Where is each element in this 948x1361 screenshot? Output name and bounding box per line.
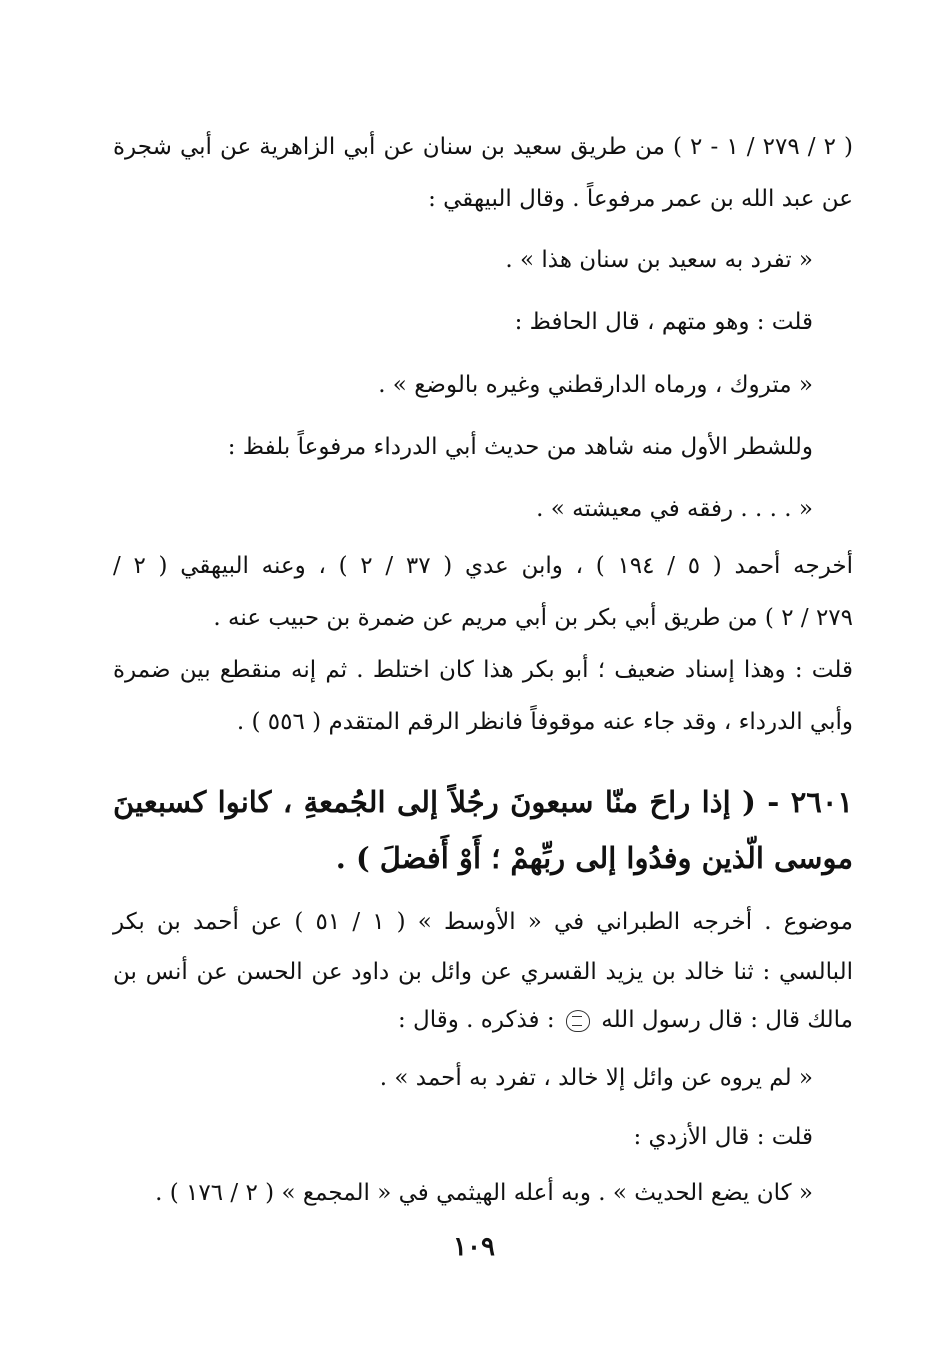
text-line-1: ( ٢ / ٢٧٩ / ١ - ٢ ) من طريق سعيد بن سنان عن أبي الزاهرية عن أبي شجرة xyxy=(113,134,854,160)
quote-line-4: « لم يروه عن وائل إلا خالد ، تفرد به أحمد » . xyxy=(379,1065,813,1091)
text-line-12: قلت : قال الأزدي : xyxy=(633,1124,813,1150)
salutation-seal-icon xyxy=(566,1010,590,1032)
quote-line-2: « متروك ، ورماه الدارقطني وغيره بالوضع » . xyxy=(378,372,813,398)
quote-line-1: « تفرد به سعيد بن سنان هذا » . xyxy=(505,247,813,273)
text-line-11-after: : فذكره . وقال : xyxy=(397,1007,555,1033)
quote-line-5: « كان يضع الحديث » . وبه أعله الهيثمي في « المجمع » ( ٢ / ١٧٦ ) . xyxy=(155,1180,813,1206)
quote-line-3: « . . . . رفقه في معيشته » . xyxy=(536,496,813,522)
text-line-7: قلت : وهذا إسناد ضعيف ؛ أبو بكر هذا كان اختلط . ثم إنه منقطع بين ضمرة xyxy=(113,657,853,683)
text-line-9: موضوع . أخرجه الطبراني في « الأوسط » ( ١ / ٥١ ) عن أحمد بن بكر xyxy=(113,909,853,935)
text-line-8: وأبي الدرداء ، وقد جاء عنه موقوفاً فانظر الرقم المتقدم ( ٥٥٦ ) . xyxy=(236,709,853,735)
text-line-4: وللشطر الأول منه شاهد من حديث أبي الدرداء مرفوعاً بلفظ : xyxy=(227,434,813,460)
page-number: ١٠٩ xyxy=(453,1232,495,1262)
text-line-5: أخرجه أحمد ( ٥ / ١٩٤ ) ، وابن عدي ( ٣٧ / ٢ ) ، وعنه البيهقي ( ٢ / xyxy=(113,553,853,579)
text-line-10: البالسي : ثنا خالد بن يزيد القسري عن وائل بن داود عن الحسن عن أنس بن xyxy=(113,959,853,985)
hadith-heading-line-1: ٢٦٠١ - ( إذا راحَ منّا سبعونَ رجُلاً إلى الجُمعةِ ، كانوا كسبعينَ xyxy=(113,785,853,819)
text-line-11-before: مالك قال : قال رسول الله xyxy=(601,1007,853,1033)
text-line-3: قلت : وهو متهم ، قال الحافظ : xyxy=(514,309,813,335)
text-line-11 xyxy=(398,1003,853,1037)
hadith-heading-line-2: موسى الّذين وفدُوا إلى ربِّهمْ ؛ أَوْ أَفضلَ ) . xyxy=(335,841,853,875)
text-line-6: ٢٧٩ / ٢ ) من طريق أبي بكر بن أبي مريم عن ضمرة بن حبيب عنه . xyxy=(213,605,853,631)
text-line-2: عن عبد الله بن عمر مرفوعاً . وقال البيهقي : xyxy=(428,186,853,212)
